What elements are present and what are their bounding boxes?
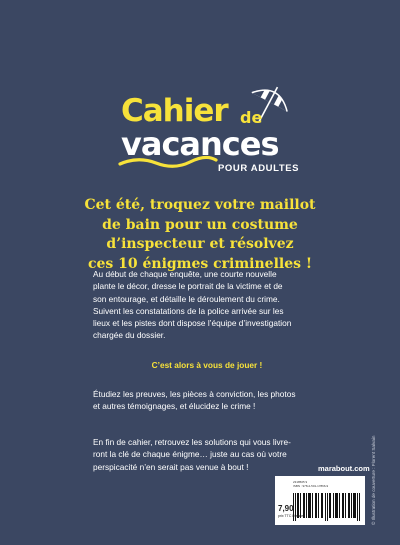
- logo-subtitle: POUR ADULTES: [218, 163, 300, 174]
- call-to-action: C’est alors à vous de jouer !: [151, 360, 263, 370]
- paragraph-intro: Au début de chaque enquête, une courte nouvelle plante le décor, dresse le portrait de la victime et de son entourage, et détaille le déroulement du crime. Suivent les constatations de la police arrivée sur les lieux et les pistes dont dispose l’équipe d’investigation chargée du dossier.: [93, 269, 292, 341]
- series-logo: [0, 0, 400, 200]
- paragraph-solutions: En fin de cahier, retrouvez les solutions qui vous livre- ront la clé de chaque énigme… juste au cas où votre perspicacité n’en serait pas venue à bout !: [93, 437, 291, 472]
- cover-credit: © Illustration de couverture : Florent Salvain: [371, 435, 376, 525]
- barcode-info: 2318505 9 ISBN : 978-2-501-17866-9: [293, 480, 329, 488]
- price-note: prix TTC France: [278, 514, 304, 518]
- headline-line: de bain pour un costume: [102, 216, 298, 233]
- headline-line: d’inspecteur et résolvez: [106, 236, 294, 252]
- logo-word-cahier: Cahier: [121, 93, 228, 129]
- price: 7,90: [278, 504, 294, 513]
- paragraph-evidence: Étudiez les preuves, les pièces à conviction, les photos et autres témoignages, et élucidez le crime !: [93, 389, 296, 412]
- logo-word-vacances: vacances: [121, 125, 279, 163]
- logo-word-de: de: [240, 108, 263, 127]
- publisher-url: marabout.com: [318, 464, 370, 473]
- headline: [80, 196, 320, 274]
- headline-line: ces 10 énigmes criminelles !: [87, 255, 313, 272]
- wave-icon: [118, 154, 218, 170]
- headline-line: Cet été, troquez votre maillot: [84, 197, 316, 213]
